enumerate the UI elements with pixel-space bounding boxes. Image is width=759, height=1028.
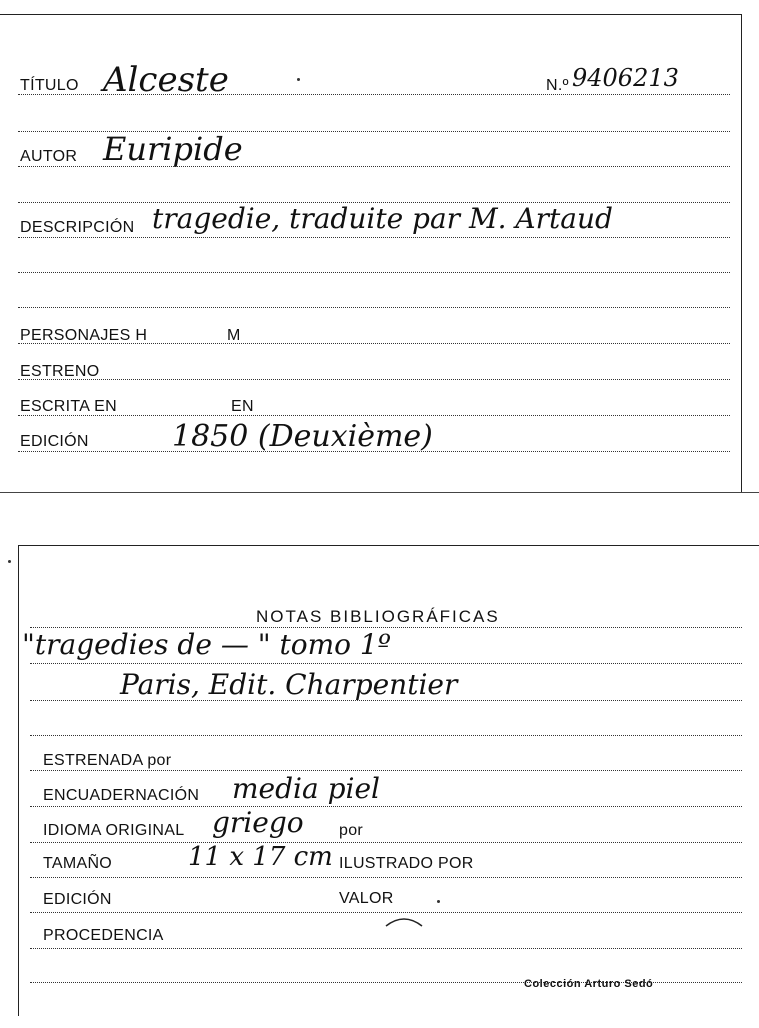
notes-line-2: Paris, Edit. Charpentier: [120, 668, 458, 701]
ink-arc-mark: [384, 914, 424, 928]
rule: [30, 877, 742, 878]
edicion-value: 1850 (Deuxième): [172, 419, 433, 454]
rule: [30, 948, 742, 949]
numero-value: 9406213: [572, 64, 679, 92]
tamano-label: TAMAÑO: [43, 855, 113, 872]
numero-label: N.º: [546, 77, 569, 94]
rule: [30, 735, 742, 736]
rule: [18, 415, 730, 416]
rule: [18, 237, 730, 238]
tamano-value: 11 x 17 cm: [188, 842, 333, 872]
rule: [30, 806, 742, 807]
valor-label: VALOR: [339, 890, 394, 907]
descripcion-value: tragedie, traduite par M. Artaud: [152, 202, 613, 235]
ink-speck: [297, 78, 300, 81]
titulo-label: TÍTULO: [20, 77, 79, 94]
descripcion-label: DESCRIPCIÓN: [20, 219, 135, 236]
rule: [30, 842, 742, 843]
idioma-value: griego: [212, 806, 304, 839]
rule: [30, 663, 742, 664]
ink-speck: [437, 900, 440, 903]
ink-speck: [8, 560, 11, 563]
rule: [18, 379, 730, 380]
encuadernacion-label: ENCUADERNACIÓN: [43, 787, 200, 804]
estreno-label: ESTRENO: [20, 363, 100, 380]
encuadernacion-value: media piel: [232, 772, 380, 805]
autor-value: Euripide: [103, 130, 243, 168]
notas-heading: NOTAS BIBLIOGRÁFICAS: [256, 607, 500, 626]
rule: [30, 770, 742, 771]
en-label: EN: [231, 398, 254, 415]
por-label: por: [339, 822, 364, 839]
autor-label: AUTOR: [20, 148, 78, 165]
escrita-label: ESCRITA EN: [20, 398, 117, 415]
personajes-label: PERSONAJES H: [20, 327, 148, 344]
collection-footer: Colección Arturo Sedó: [524, 978, 654, 990]
rule: [30, 912, 742, 913]
personajes-m-label: M: [227, 327, 241, 344]
card-separator: [0, 492, 759, 493]
edicion-back-label: EDICIÓN: [43, 891, 112, 908]
titulo-value: Alceste: [103, 60, 229, 100]
edicion-label: EDICIÓN: [20, 433, 89, 450]
ilustrado-label: ILUSTRADO POR: [339, 855, 474, 872]
idioma-label: IDIOMA ORIGINAL: [43, 822, 185, 839]
procedencia-label: PROCEDENCIA: [43, 927, 164, 944]
rule: [18, 307, 730, 308]
rule: [18, 272, 730, 273]
notes-line-1: "tragedies de — " tomo 1º: [22, 628, 391, 661]
estrenada-label: ESTRENADA por: [43, 752, 172, 769]
